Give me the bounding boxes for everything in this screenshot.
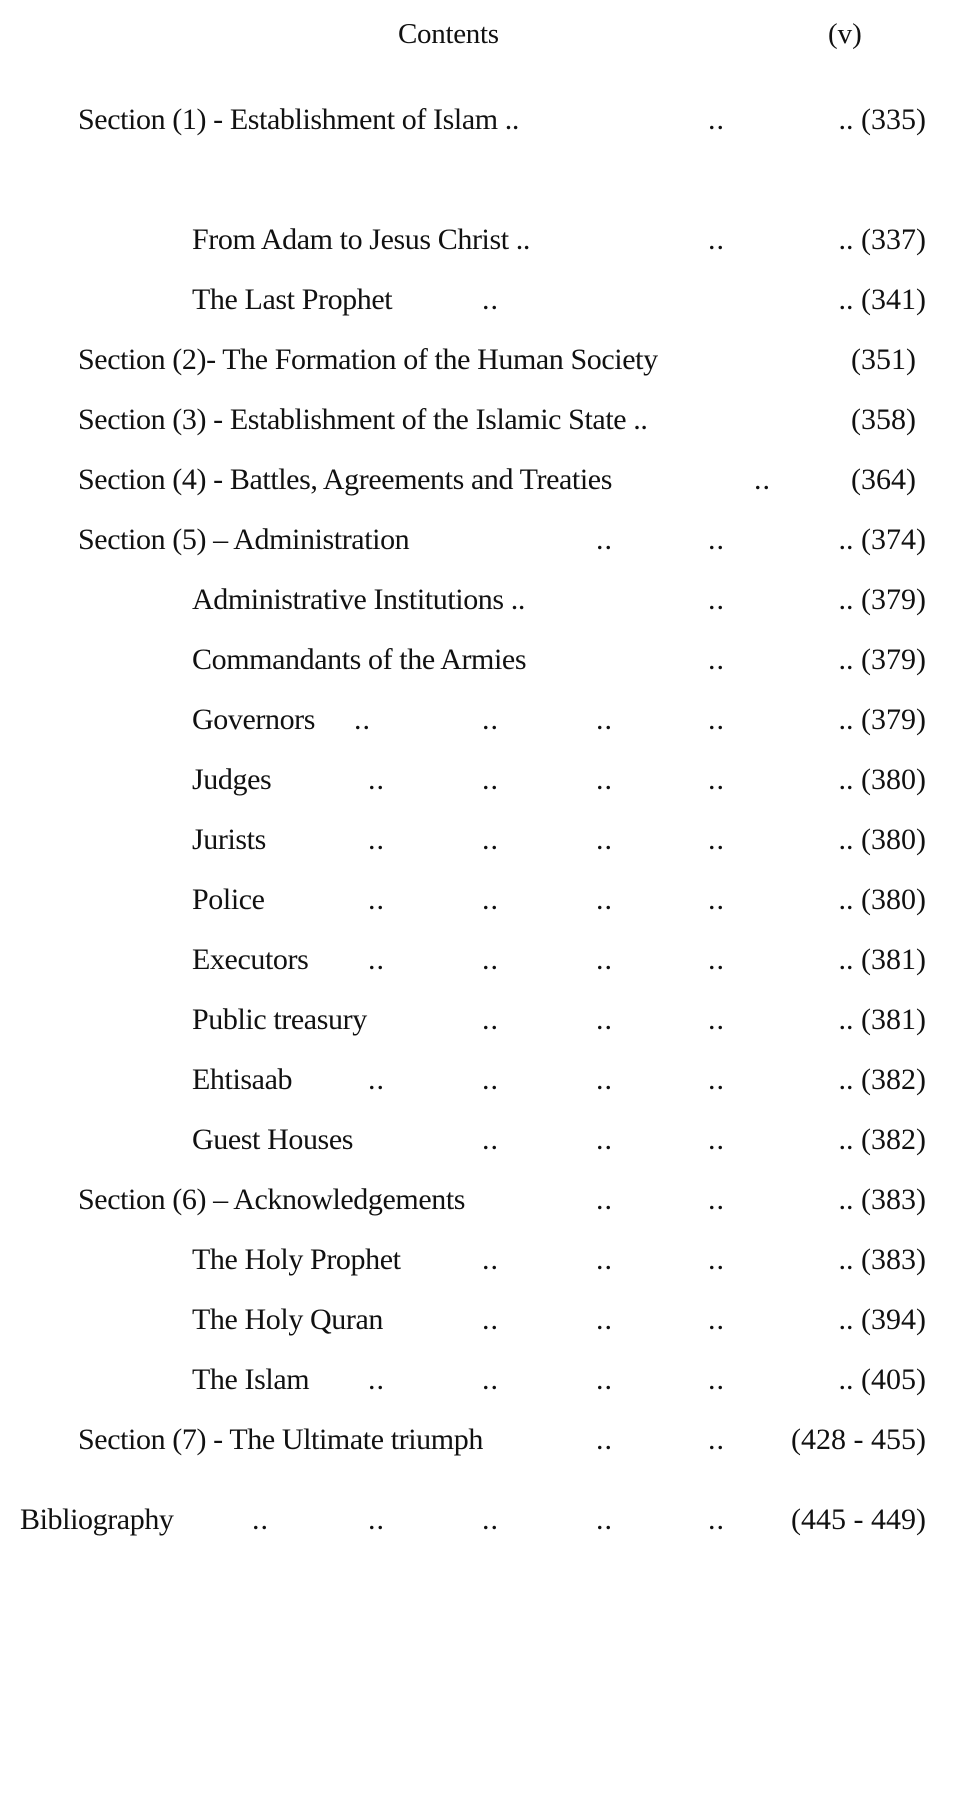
- toc-page-ref: .. (379): [838, 583, 926, 616]
- page-title: Contents: [398, 18, 499, 50]
- toc-page-ref: (358): [851, 403, 916, 436]
- toc-entry-police: [0, 880, 960, 920]
- toc-page-ref: .. (382): [838, 1063, 926, 1096]
- toc-page-ref: (445 - 449): [791, 1503, 926, 1536]
- toc-entry-bibliography: [0, 1500, 960, 1540]
- toc-leader: ..: [708, 763, 725, 796]
- toc-entry-guest-houses: [0, 1120, 960, 1160]
- toc-leader: ..: [708, 1243, 725, 1276]
- toc-leader: ..: [368, 1363, 385, 1396]
- toc-entry-label: Ehtisaab: [192, 1063, 293, 1096]
- toc-leader: ..: [708, 1063, 725, 1096]
- toc-leader: ..: [482, 763, 499, 796]
- toc-entry-label: Executors: [192, 943, 309, 976]
- toc-entry-adam-to-jesus: [0, 220, 960, 260]
- toc-leader: ..: [596, 1303, 613, 1336]
- toc-leader: ..: [482, 1303, 499, 1336]
- toc-leader: ..: [596, 1183, 613, 1216]
- toc-page-ref: .. (381): [838, 1003, 926, 1036]
- toc-entry-label: Police: [192, 883, 265, 916]
- toc-entry-administrative-institutions: [0, 580, 960, 620]
- toc-leader: ..: [708, 883, 725, 916]
- toc-entry-commandants: [0, 640, 960, 680]
- toc-leader: ..: [708, 1363, 725, 1396]
- toc-page-ref: .. (405): [838, 1363, 926, 1396]
- toc-leader: ..: [596, 1423, 613, 1456]
- toc-leader: ..: [596, 703, 613, 736]
- toc-entry-label: The Last Prophet: [192, 283, 393, 316]
- toc-entry-label: Section (1) - Establishment of Islam ..: [78, 103, 519, 136]
- toc-leader: ..: [708, 643, 725, 676]
- toc-leader: ..: [368, 1503, 385, 1536]
- toc-entry-label: Section (6) – Acknowledgements: [78, 1183, 466, 1216]
- toc-leader: ..: [708, 823, 725, 856]
- toc-entry-last-prophet: [0, 280, 960, 320]
- toc-entry-section-1: [0, 100, 960, 140]
- toc-page-ref: .. (383): [838, 1243, 926, 1276]
- toc-leader: ..: [708, 1503, 725, 1536]
- toc-leader: ..: [482, 1363, 499, 1396]
- toc-entry-label: Section (2)- The Formation of the Human Society: [78, 343, 658, 376]
- toc-entry-label: The Holy Quran: [192, 1303, 384, 1336]
- toc-leader: ..: [368, 823, 385, 856]
- toc-leader: ..: [596, 1243, 613, 1276]
- toc-leader: ..: [708, 1123, 725, 1156]
- toc-leader: ..: [596, 1123, 613, 1156]
- toc-leader: ..: [708, 703, 725, 736]
- toc-entry-section-2: [0, 340, 960, 380]
- toc-page-ref: .. (379): [838, 643, 926, 676]
- toc-leader: ..: [596, 763, 613, 796]
- toc-page-ref: .. (383): [838, 1183, 926, 1216]
- toc-entry-label: Section (3) - Establishment of the Islamic State ..: [78, 403, 648, 436]
- toc-leader: ..: [482, 1243, 499, 1276]
- toc-leader: ..: [596, 883, 613, 916]
- toc-entry-section-6: [0, 1180, 960, 1220]
- toc-leader: ..: [482, 1003, 499, 1036]
- toc-leader: ..: [708, 943, 725, 976]
- toc-entry-public-treasury: [0, 1000, 960, 1040]
- toc-leader: ..: [252, 1503, 269, 1536]
- toc-page-ref: .. (380): [838, 823, 926, 856]
- toc-entry-executors: [0, 940, 960, 980]
- toc-entry-holy-prophet: [0, 1240, 960, 1280]
- toc-entry-holy-quran: [0, 1300, 960, 1340]
- toc-leader: ..: [482, 1063, 499, 1096]
- toc-entry-label: From Adam to Jesus Christ ..: [192, 223, 530, 256]
- toc-entry-label: Public treasury: [192, 1003, 367, 1036]
- toc-entry-label: Section (4) - Battles, Agreements and Treaties: [78, 463, 612, 496]
- toc-leader: ..: [482, 1123, 499, 1156]
- toc-page-ref: .. (381): [838, 943, 926, 976]
- toc-entry-ehtisaab: [0, 1060, 960, 1100]
- toc-leader: ..: [368, 1063, 385, 1096]
- toc-entry-label: The Holy Prophet: [192, 1243, 401, 1276]
- toc-page-ref: .. (394): [838, 1303, 926, 1336]
- toc-entry-label: Section (7) - The Ultimate triumph: [78, 1423, 483, 1456]
- toc-entry-jurists: [0, 820, 960, 860]
- toc-entry-label: Judges: [192, 763, 272, 796]
- toc-page-ref: .. (341): [838, 283, 926, 316]
- toc-entry-section-5: [0, 520, 960, 560]
- toc-leader: ..: [354, 703, 371, 736]
- toc-entry-the-islam: [0, 1360, 960, 1400]
- toc-leader: ..: [368, 943, 385, 976]
- toc-page-ref: .. (382): [838, 1123, 926, 1156]
- toc-entry-label: Jurists: [192, 823, 266, 856]
- toc-page-ref: .. (379): [838, 703, 926, 736]
- page-number: (v): [828, 18, 862, 50]
- toc-leader: ..: [482, 1503, 499, 1536]
- toc-leader: ..: [708, 1183, 725, 1216]
- toc-page-ref: (351): [851, 343, 916, 376]
- toc-entry-label: Commandants of the Armies: [192, 643, 527, 676]
- toc-leader: ..: [708, 103, 725, 136]
- toc-entry-judges: [0, 760, 960, 800]
- toc-leader: ..: [708, 223, 725, 256]
- toc-page-ref: (428 - 455): [791, 1423, 926, 1456]
- toc-leader: ..: [596, 823, 613, 856]
- toc-leader: ..: [482, 943, 499, 976]
- toc-entry-label: Administrative Institutions ..: [192, 583, 525, 616]
- toc-entry-section-7: [0, 1420, 960, 1460]
- toc-entry-label: Bibliography: [20, 1503, 174, 1536]
- toc-entry-governors: [0, 700, 960, 740]
- toc-entry-label: The Islam: [192, 1363, 310, 1396]
- toc-entry-label: Guest Houses: [192, 1123, 354, 1156]
- toc-leader: ..: [754, 463, 771, 496]
- toc-page-ref: .. (380): [838, 763, 926, 796]
- toc-leader: ..: [482, 703, 499, 736]
- toc-leader: ..: [596, 1363, 613, 1396]
- toc-leader: ..: [708, 583, 725, 616]
- toc-leader: ..: [368, 883, 385, 916]
- toc-leader: ..: [368, 763, 385, 796]
- toc-leader: ..: [708, 1303, 725, 1336]
- toc-page-ref: .. (380): [838, 883, 926, 916]
- toc-entry-section-3: [0, 400, 960, 440]
- toc-page-ref: (364): [851, 463, 916, 496]
- toc-leader: ..: [596, 1503, 613, 1536]
- toc-leader: ..: [708, 1423, 725, 1456]
- toc-leader: ..: [596, 1003, 613, 1036]
- toc-entry-label: Section (5) – Administration: [78, 523, 410, 556]
- toc-page-ref: .. (374): [838, 523, 926, 556]
- toc-entry-label: Governors: [192, 703, 316, 736]
- toc-leader: ..: [482, 883, 499, 916]
- toc-leader: ..: [482, 823, 499, 856]
- toc-entry-section-4: [0, 460, 960, 500]
- toc-leader: ..: [482, 283, 499, 316]
- toc-leader: ..: [708, 1003, 725, 1036]
- toc-leader: ..: [596, 943, 613, 976]
- toc-page-ref: .. (337): [838, 223, 926, 256]
- toc-leader: ..: [596, 523, 613, 556]
- toc-leader: ..: [596, 1063, 613, 1096]
- toc-leader: ..: [708, 523, 725, 556]
- toc-page-ref: .. (335): [838, 103, 926, 136]
